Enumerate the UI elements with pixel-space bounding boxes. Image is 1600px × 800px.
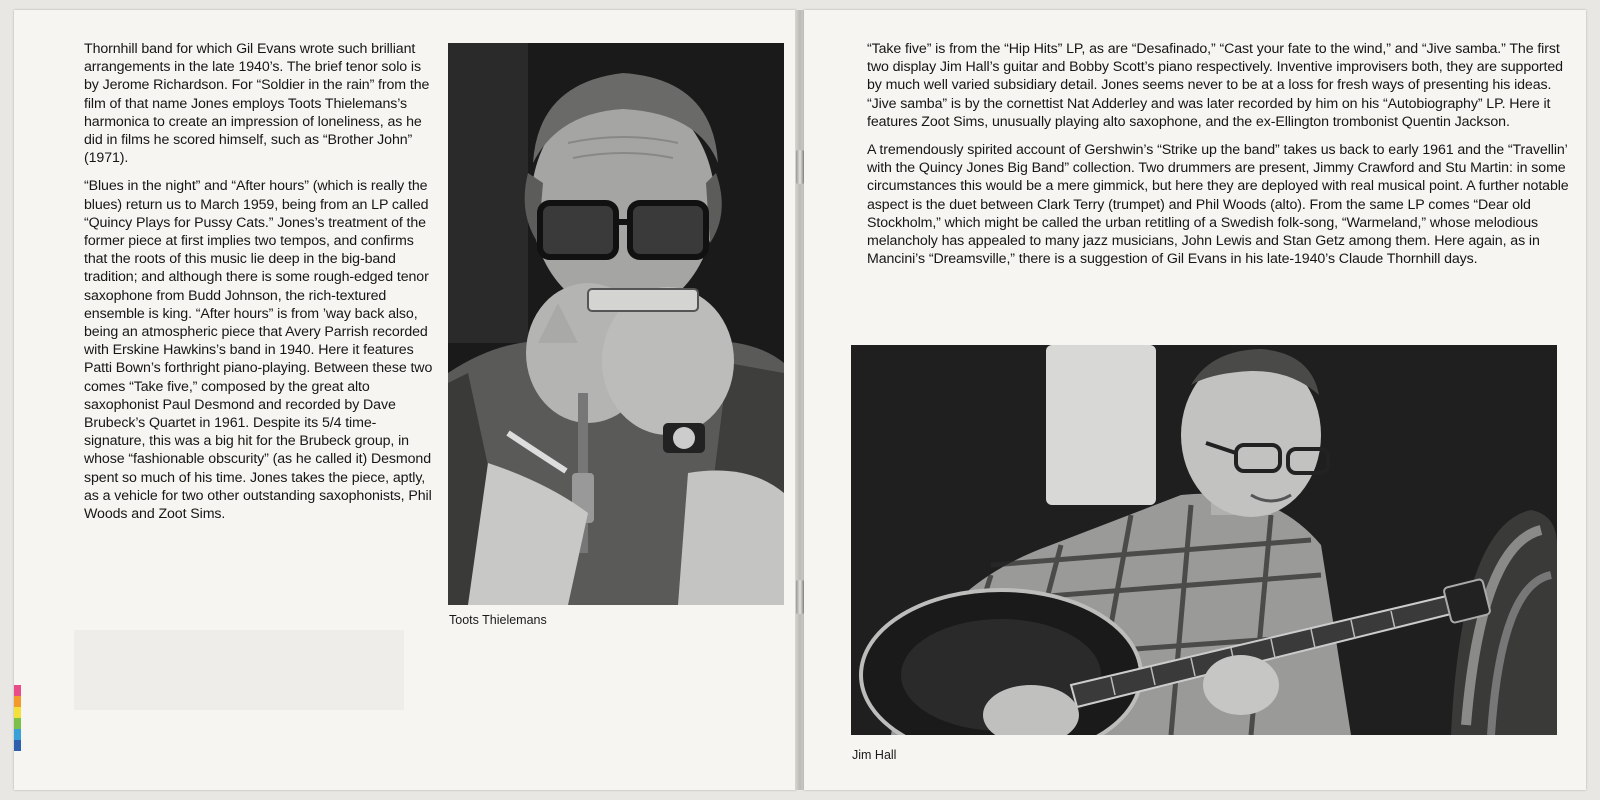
printer-color-bar [14, 685, 21, 751]
guitarist-illustration [851, 345, 1557, 735]
right-text-column [867, 40, 1569, 278]
staple-bottom [796, 580, 804, 614]
left-page [14, 10, 796, 790]
caption-toots-thielemans: Toots Thielemans [449, 613, 547, 627]
bleed-through-shadow [74, 630, 404, 710]
left-text-column [84, 40, 436, 533]
photo-jim-hall [851, 345, 1557, 735]
caption-jim-hall: Jim Hall [852, 748, 897, 762]
booklet-spread [14, 10, 1586, 790]
right-paragraph-2: A tremendously spirited account of Gershwin’s “Strike up the band” takes us back to early 1961 and the “Travellin’ with the Quincy Jones Big Band” collection. Two drummers are present, Jimmy Crawford and Stu Martin: in some circumstances this would be a mere gimmick, but here they are deployed with real musical point. A further notable aspect is the duet between Clark Terry (trumpet) and Phil Woods (alto). From the same LP comes “Dear old Stockholm,” which might be called the urban retitling of a Swedish folk-song, “Warmeland,” whose melodious melancholy has appealed to many jazz musicians, John Lewis and Stan Getz among them. Here again, as in Mancini’s “Dreamsville,” there is a suggestion of Gil Evans in his late-1940’s Claude Thornhill days. [867, 142, 1569, 268]
photo-toots-thielemans [448, 43, 784, 605]
staple-top [796, 150, 804, 184]
left-paragraph-2: “Blues in the night” and “After hours” (which is really the blues) return us to March 1959, being from an LP called “Quincy Plays for Pussy Cats.” Jones’s treatment of the former piece at first implies two tempos, and confirms that the roots of this music lie deep in the big-band tradition; and although there is some rough-edged tenor saxophone from Budd Johnson, the rich-textured ensemble is king. “After hours” is from ’way back also, being an atmospheric piece that Avery Parrish recorded with Erskine Hawkins’s band in 1940. Here it features Patti Bown’s forthright piano-playing. Between these two comes “Take five,” composed by the great alto saxophonist Paul Desmond and recorded by Dave Brubeck’s Quartet in 1961. Despite its 5/4 time-signature, this was a big hit for the Brubeck group, in whose “fashionable obscurity” (as he called it) Desmond spent so much of his time. Jones takes the piece, aptly, as a vehicle for two other outstanding saxophonists, Phil Woods and Zoot Sims. [84, 178, 433, 523]
right-page [804, 10, 1586, 790]
right-paragraph-1: “Take five” is from the “Hip Hits” LP, as are “Desafinado,” “Cast your fate to the wind,” and “Jive samba.” The first two display Jim Hall’s guitar and Bobby Scott’s piano respectively. Inventive improvisers both, they are supported by much well varied subsidiary detail. Jones seems never to be at a loss for fresh ways of presenting his ideas. “Jive samba” is by the cornettist Nat Adderley and was later recorded by him on his “Autobiography” LP. Here it features Zoot Sims, unusually playing alto saxophone, and the ex-Ellington trombonist Quentin Jackson. [867, 41, 1563, 130]
left-paragraph-1: Thornhill band for which Gil Evans wrote such brilliant arrangements in the late 1940’s. The brief tenor solo is by Jerome Richardson. For “Soldier in the rain” from the film of that name Jones employs Toots Thielemans’s harmonica to create an impression of loneliness, as he did in films he scored himself, such as “Brother John” (1971). [84, 41, 430, 167]
harmonica-player-illustration [448, 43, 784, 605]
